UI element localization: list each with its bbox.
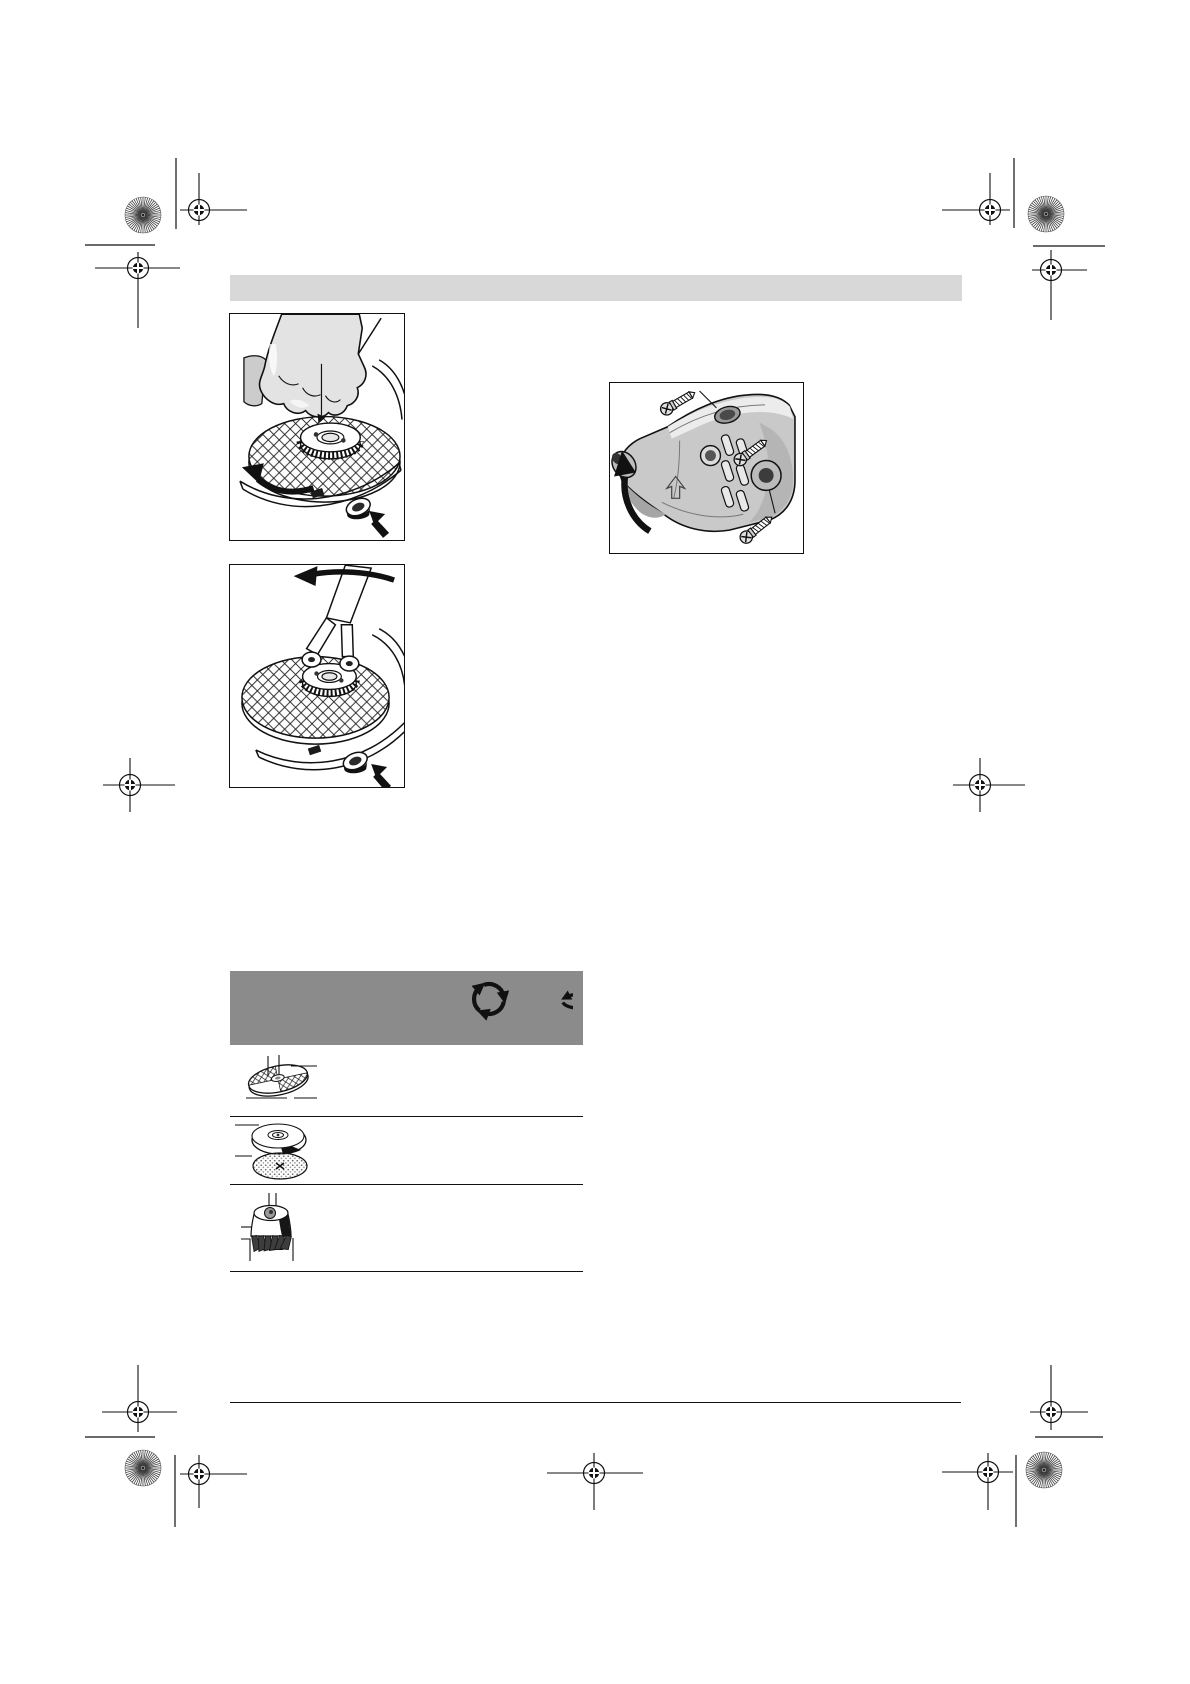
accessory-table-header (230, 971, 583, 1045)
table-row (230, 1117, 583, 1185)
registration-crosshair-icon (1032, 250, 1087, 320)
press-arrow-icon (369, 511, 389, 538)
registration-crosshair-icon (95, 252, 180, 328)
figure-clamping-nut-mounting (229, 313, 405, 541)
color-control-sunburst-icon (1028, 196, 1064, 232)
registration-crosshair-icon (102, 1365, 177, 1432)
registration-crosshair-icon (1030, 1365, 1088, 1430)
sanding-backing-pad-icon (233, 1119, 323, 1183)
wire-tufts-icon (250, 1235, 293, 1252)
color-control-sunburst-icon (1026, 1452, 1062, 1488)
registration-crosshair-icon (942, 173, 1010, 225)
color-control-sunburst-icon (125, 1450, 161, 1486)
registration-crosshair-icon (103, 758, 175, 812)
guard-clamp-icon (308, 745, 321, 755)
table-row (230, 1045, 583, 1117)
spindle-lock-button-icon (341, 749, 370, 773)
hand-icon (244, 314, 366, 417)
registration-crosshair-icon (547, 1453, 643, 1510)
quick-clamping-nut-icon (301, 423, 361, 459)
color-control-sunburst-icon (125, 197, 161, 233)
rotating-ring-icon (531, 984, 573, 1012)
registration-crosshair-icon (942, 1453, 1013, 1510)
wire-cup-brush-icon (238, 1191, 318, 1267)
page-header-bar (230, 275, 962, 301)
grinding-disc-icon (233, 1051, 323, 1109)
registration-crosshair-icon (180, 1455, 247, 1508)
press-arrow-icon (371, 764, 391, 787)
table-row (230, 1185, 583, 1272)
footer-rule (230, 1402, 961, 1403)
figure-gear-head-screws (609, 382, 804, 554)
registration-crosshair-icon (953, 758, 1025, 812)
registration-crosshair-icon (180, 173, 247, 225)
gear-head-icon (610, 394, 795, 531)
circular-arrows-icon (466, 977, 512, 1021)
figure-two-pin-spanner (229, 564, 405, 788)
